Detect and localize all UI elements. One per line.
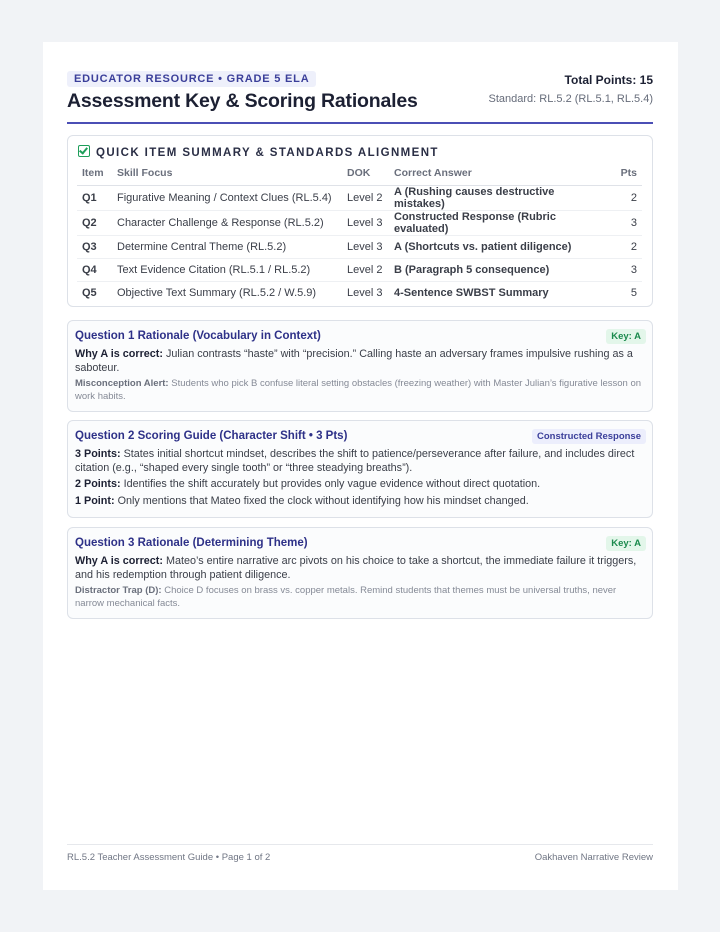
column-header-answer: Correct Answer — [389, 161, 607, 186]
misconception-label: Misconception Alert: — [75, 378, 169, 389]
skill-focus: Text Evidence Citation (RL.5.1 / RL.5.2) — [112, 259, 342, 282]
score-2-paragraph — [75, 478, 646, 492]
correct-answer: A (Rushing causes destructive mistakes) — [389, 186, 607, 211]
misconception-paragraph — [75, 378, 646, 403]
total-points: Total Points: 15 — [564, 73, 653, 87]
table-header-row — [77, 161, 642, 186]
item-id: Q3 — [77, 236, 112, 259]
item-id: Q1 — [77, 186, 112, 211]
answer-key-badge: Key: A — [606, 329, 646, 344]
points: 5 — [630, 287, 637, 299]
dok-level: Level 2 — [342, 186, 389, 211]
dok-level: Level 3 — [342, 236, 389, 259]
score-1-text: Only mentions that Mateo fixed the clock without identifying how his mindset changed. — [117, 494, 529, 507]
why-correct-paragraph — [75, 555, 646, 582]
summary-heading — [78, 145, 439, 159]
standard-alignment: Standard: RL.5.2 (RL.5.1, RL.5.4) — [488, 93, 653, 105]
question-3-rationale-card — [67, 527, 653, 619]
table-row — [77, 236, 642, 259]
table-row — [77, 211, 642, 236]
score-3-label: 3 Points: — [75, 448, 121, 460]
table-row — [77, 259, 642, 282]
why-correct-paragraph — [75, 348, 646, 375]
table-row — [77, 282, 642, 305]
why-correct-text: Julian contrasts “haste” with “precision.” Calling haste an adversary frames impulsive rushing as a saboteur. — [75, 348, 633, 374]
column-header-item: Item — [77, 161, 112, 186]
score-2-label: 2 Points: — [75, 478, 121, 490]
footer-source-label: Oakhaven Narrative Review — [534, 852, 653, 863]
skill-focus: Figurative Meaning / Context Clues (RL.5.4) — [112, 186, 342, 211]
points: 3 — [607, 259, 642, 282]
correct-answer: A (Shortcuts vs. patient diligence) — [389, 236, 607, 259]
distractor-trap-paragraph — [75, 585, 646, 610]
score-1-paragraph — [75, 495, 646, 509]
points: 2 — [607, 236, 642, 259]
response-type-badge: Constructed Response — [532, 429, 646, 444]
question-2-scoring-card — [67, 420, 653, 518]
question-2-heading: Question 2 Scoring Guide (Character Shift • 3 Pts) — [75, 430, 348, 442]
item-id: Q5 — [82, 287, 97, 299]
dok-level: Level 3 — [342, 211, 389, 236]
correct-answer: B (Paragraph 5 consequence) — [389, 259, 607, 282]
points: 3 — [607, 211, 642, 236]
summary-heading-text: QUICK ITEM SUMMARY & STANDARDS ALIGNMENT — [96, 147, 439, 159]
question-1-rationale-card — [67, 320, 653, 412]
question-3-heading: Question 3 Rationale (Determining Theme) — [75, 537, 308, 549]
column-header-pts: Pts — [607, 161, 642, 186]
skill-focus: Objective Text Summary (RL.5.2 / W.5.9) — [117, 287, 317, 299]
score-3-text: States initial shortcut mindset, describes the shift to patience/perseverance after failure, and includes direct citation (e.g., “shaped every single tooth” or “three steadying breaths”). — [75, 448, 635, 474]
resource-eyebrow: EDUCATOR RESOURCE • GRADE 5 ELA — [67, 71, 316, 87]
distractor-trap-label: Distractor Trap (D): — [75, 585, 162, 596]
checkbox-check-icon — [78, 145, 90, 157]
column-header-dok: DOK — [342, 161, 389, 186]
column-header-skill: Skill Focus — [112, 161, 342, 186]
score-1-label: 1 Point: — [75, 494, 115, 507]
correct-answer: Constructed Response (Rubric evaluated) — [389, 211, 607, 236]
document-page — [43, 42, 678, 890]
points: 2 — [607, 186, 642, 211]
item-id: Q2 — [77, 211, 112, 236]
score-2-text: Identifies the shift accurately but provides only vague evidence without direct quotation. — [123, 478, 541, 490]
answer-key-badge: Key: A — [606, 536, 646, 551]
skill-focus: Determine Central Theme (RL.5.2) — [112, 236, 342, 259]
skill-focus: Character Challenge & Response (RL.5.2) — [112, 211, 342, 236]
score-3-paragraph — [75, 448, 646, 475]
item-summary-card — [67, 135, 653, 307]
distractor-trap-text: Choice D focuses on brass vs. copper metals. Remind students that themes must be universal truths, never narrow mechanical facts. — [75, 585, 617, 609]
dok-level: Level 2 — [342, 259, 389, 282]
correct-answer: 4-Sentence SWBST Summary — [394, 287, 549, 299]
table-row — [77, 186, 642, 211]
misconception-text: Students who pick B confuse literal setting obstacles (freezing weather) with Master Julian’s figurative lesson on work habits. — [75, 378, 642, 402]
why-correct-label: Why A is correct: — [75, 555, 163, 567]
footer-divider — [67, 844, 653, 845]
footer-guide-label: RL.5.2 Teacher Assessment Guide • Page 1 of 2 — [67, 852, 271, 863]
dok-level: Level 3 — [347, 287, 383, 299]
page-title: Assessment Key & Scoring Rationales — [67, 90, 418, 112]
why-correct-label: Why A is correct: — [75, 348, 163, 360]
why-correct-text: Mateo’s entire narrative arc pivots on his choice to take a shortcut, the immediate failure it triggers, and his redemption through patient diligence. — [75, 555, 637, 581]
question-1-heading: Question 1 Rationale (Vocabulary in Context) — [75, 330, 321, 342]
title-divider — [67, 122, 653, 124]
item-summary-table — [77, 161, 642, 304]
item-id: Q4 — [77, 259, 112, 282]
